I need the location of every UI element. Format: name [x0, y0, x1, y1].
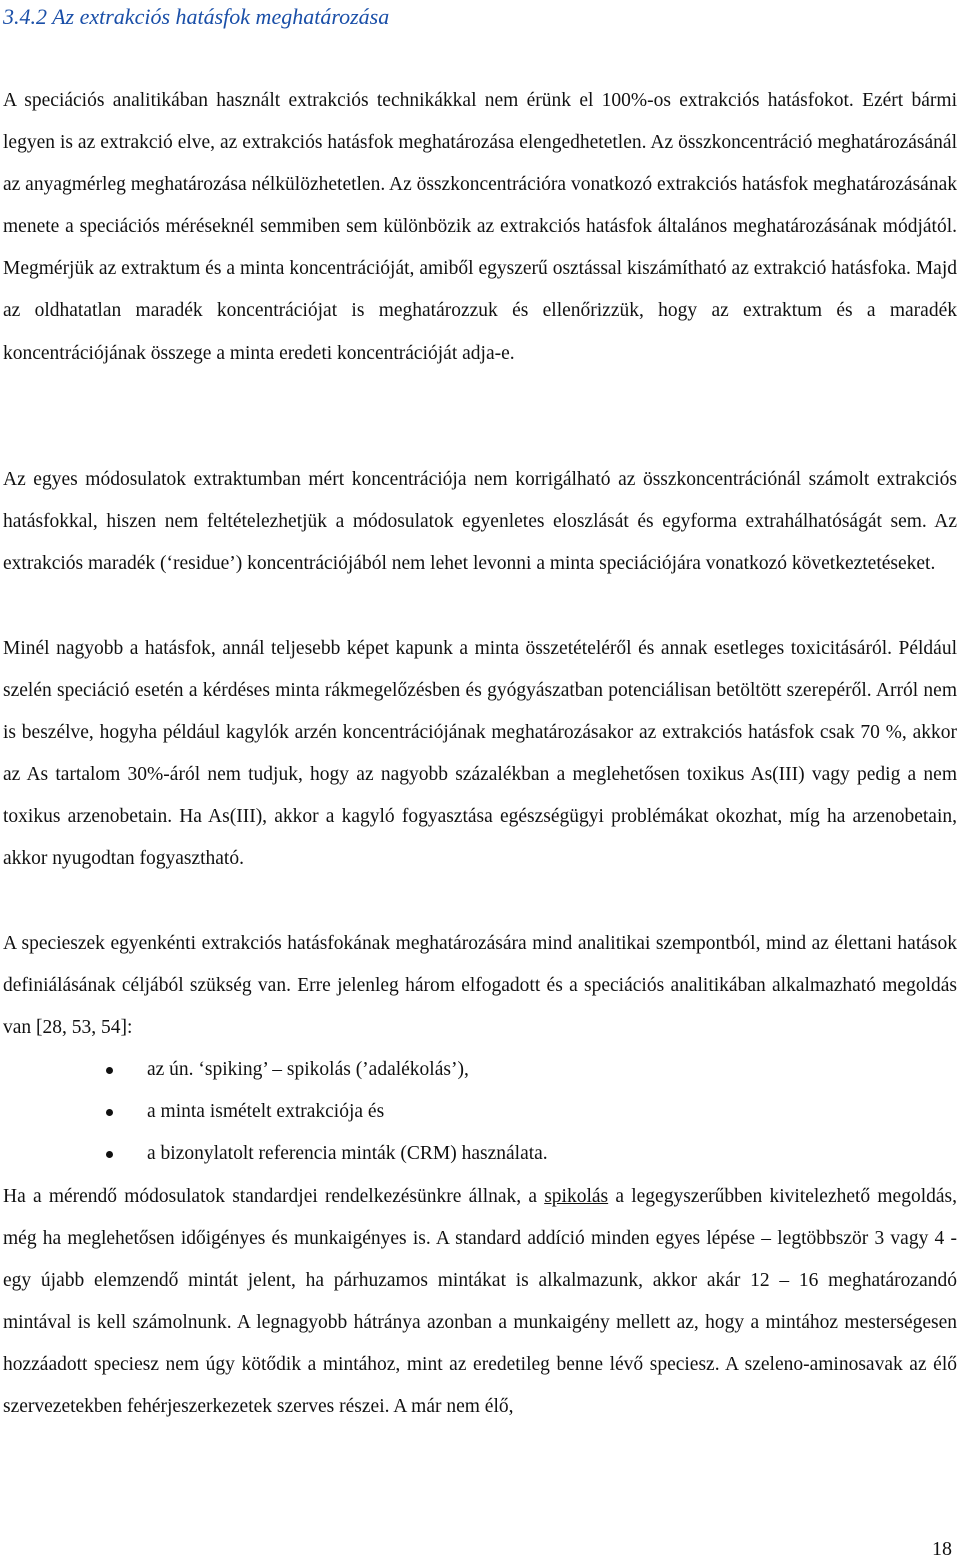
list-item — [0, 1133, 960, 1175]
list-item-text: az ún. ‘spiking’ – spikolás (’adalékolás’), — [147, 1059, 469, 1080]
paragraph-methods-intro: A specieszek egyenkénti extrakciós hatásfokának meghatározására mind analitikai szempontból, mind az élettani hatások definiálásának céljából szükség van. Erre jelenleg három elfogadott és a speciációs analitikában alkalmazható megoldás van [28, 53, 54]: — [3, 933, 957, 1039]
list-item-text: a bizonylatolt referencia minták (CRM) használata. — [147, 1143, 548, 1165]
paragraph-spiking-text-1: Ha a mérendő módosulatok standardjei rendelkezésünkre állnak, a — [3, 1186, 545, 1207]
page-number: 18 — [932, 1538, 952, 1560]
section-heading: 3.4.2 Az extrakciós hatásfok meghatározása — [3, 4, 390, 29]
list-item — [0, 1049, 960, 1091]
paragraph-spiking — [3, 1176, 957, 1429]
bullet-icon — [106, 1151, 113, 1158]
paragraph-species-correction: Az egyes módosulatok extraktumban mért koncentrációja nem korrigálható az összkoncentrációnál számolt extrakciós hatásfokkal, hiszen nem feltételezhetjük a módosulatok egyenletes eloszlását és egyforma extrahálhatóságát sem. Az extrakciós maradék (‘residue’) koncentrációjából nem lehet levonni a minta speciációjára vonatkozó következtetéseket. — [3, 469, 957, 575]
list-item — [0, 1091, 960, 1133]
paragraph-spiking-text-2: a legegyszerűbben kivitelezhető megoldás, még ha meglehetősen időigényes és munkaigényes is. A standard addíció minden egyes lépése – legtöbbször 3 vagy 4 - egy újabb elemzendő mintát jelent, ha párhuzamos mintákat is alkalmazunk, akkor akár 12 – 16 meghatározandó mintával is kell számolnunk. A legnagyobb hátránya azonban a munkaigény mellett az, hogy a mintához mesterségesen hozzáadott speciesz nem úgy kötődik a mintához, mint az eredetileg benne lévő speciesz. A szeleno-aminosavak az élő szervezetekben fehérjeszerkezetek szerves részei. A már nem élő, — [3, 1186, 957, 1418]
spiking-term: spikolás — [544, 1186, 609, 1207]
paragraph-toxicity: Minél nagyobb a hatásfok, annál teljesebb képet kapunk a minta összetételéről és annak esetleges toxicitásáról. Például szelén speciáció esetén a kérdéses minta rákmegelőzésben és gyógyászatban potenciálisan betöltött szerepéről. Arról nem is beszélve, hogyha például kagylók arzén koncentrációjának meghatározásakor az extrakciós hatásfok csak 70 %, akkor az As tartalom 30%-áról nem tudjuk, hogy az nagyobb százalékban a meglehetősen toxikus As(III) vagy pedig a nem toxikus arzenobetain. Ha As(III), akkor a kagyló fogyasztása egészségügyi problémákat okozhat, míg ha arzenobetain, akkor nyugodtan fogyasztható. — [3, 638, 957, 870]
bullet-icon — [106, 1067, 113, 1074]
methods-list — [0, 1049, 960, 1175]
list-item-text: a minta ismételt extrakciója és — [147, 1101, 385, 1123]
bullet-icon — [106, 1109, 113, 1116]
paragraph-extraction-efficiency: A speciációs analitikában használt extrakciós technikákkal nem érünk el 100%-os extrakciós hatásfokot. Ezért bármi legyen is az extrakció elve, az extrakciós hatásfok meghatározása elengedhetetlen. Az összkoncentráció meghatározásánál az anyagmérleg meghatározása nélkülözhetetlen. Az összkoncentrációra vonatkozó extrakciós hatásfok meghatározásának menete a speciációs méréseknél semmiben sem különbözik az extrakciós hatásfok általános meghatározásának módjától. Megmérjük az extraktum és a minta koncentrációját, amiből egyszerű osztással kiszámítható az extrakció hatásfoka. Majd az oldhatatlan maradék koncentrációjat is meghatározzuk és ellenőrizzük, hogy az extraktum és a maradék koncentrációjának összege a minta eredeti koncentrációját adja-e. — [3, 90, 957, 364]
